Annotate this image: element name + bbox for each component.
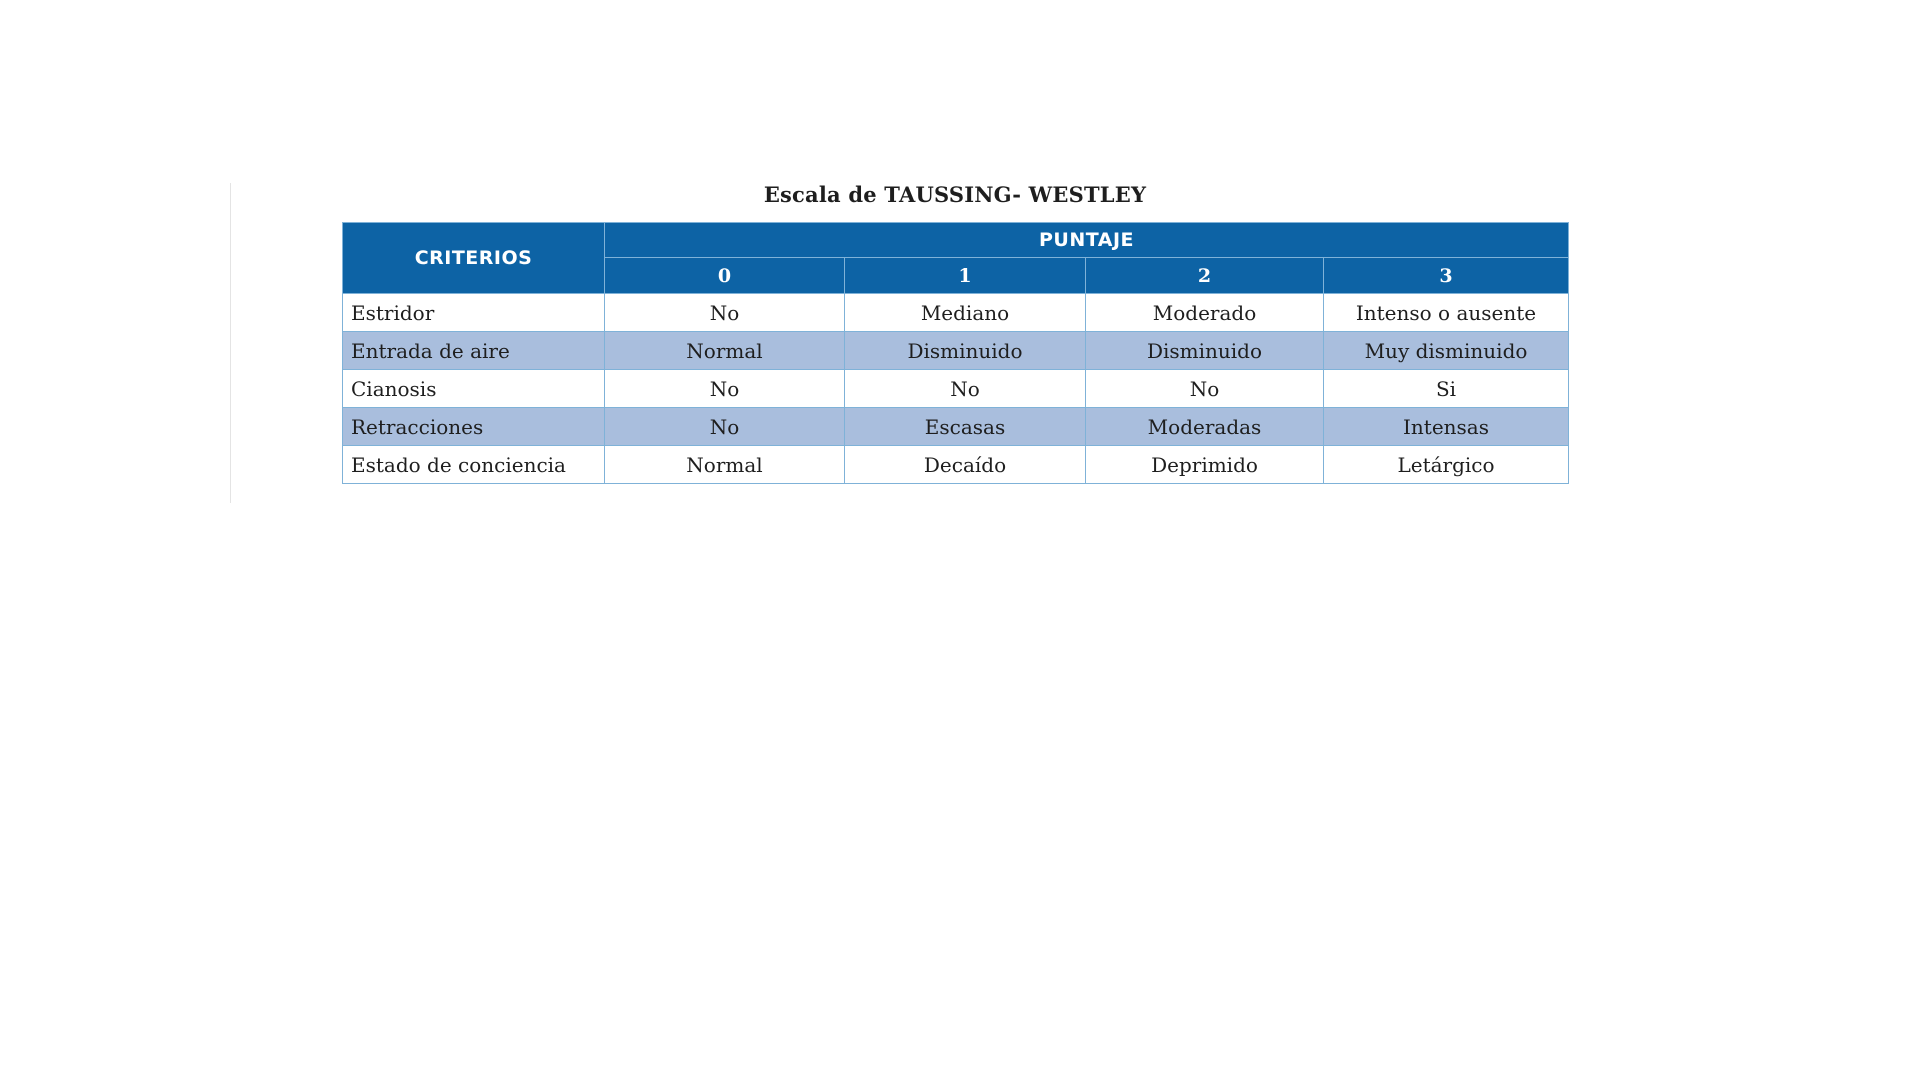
value-cell: Disminuido — [1086, 332, 1324, 370]
table-row — [343, 332, 1569, 370]
table-row — [343, 370, 1569, 408]
score-column-2: 2 — [1086, 258, 1324, 294]
value-cell: Deprimido — [1086, 446, 1324, 484]
table-row — [343, 408, 1569, 446]
value-cell: No — [605, 408, 845, 446]
criterion-cell: Retracciones — [343, 408, 605, 446]
value-cell: No — [1086, 370, 1324, 408]
table-title: Escala de TAUSSING- WESTLEY — [763, 182, 1147, 207]
value-cell: Si — [1324, 370, 1569, 408]
score-header: PUNTAJE — [605, 223, 1569, 258]
value-cell: Muy disminuido — [1324, 332, 1569, 370]
criterion-cell: Cianosis — [343, 370, 605, 408]
criterion-cell: Estridor — [343, 294, 605, 332]
value-cell: Moderadas — [1086, 408, 1324, 446]
table-row — [343, 446, 1569, 484]
criteria-header: CRITERIOS — [343, 223, 605, 294]
value-cell: No — [605, 294, 845, 332]
value-cell: No — [605, 370, 845, 408]
criterion-cell: Entrada de aire — [343, 332, 605, 370]
value-cell: Escasas — [845, 408, 1086, 446]
score-table — [342, 222, 1569, 484]
value-cell: Moderado — [1086, 294, 1324, 332]
value-cell: Normal — [605, 332, 845, 370]
left-divider — [230, 183, 231, 503]
criterion-cell: Estado de conciencia — [343, 446, 605, 484]
value-cell: Normal — [605, 446, 845, 484]
value-cell: Decaído — [845, 446, 1086, 484]
value-cell: Intenso o ausente — [1324, 294, 1569, 332]
value-cell: Mediano — [845, 294, 1086, 332]
score-column-3: 3 — [1324, 258, 1569, 294]
score-column-1: 1 — [845, 258, 1086, 294]
value-cell: No — [845, 370, 1086, 408]
value-cell: Intensas — [1324, 408, 1569, 446]
score-column-0: 0 — [605, 258, 845, 294]
table-row — [343, 294, 1569, 332]
value-cell: Disminuido — [845, 332, 1086, 370]
header-row-top — [343, 223, 1569, 258]
value-cell: Letárgico — [1324, 446, 1569, 484]
